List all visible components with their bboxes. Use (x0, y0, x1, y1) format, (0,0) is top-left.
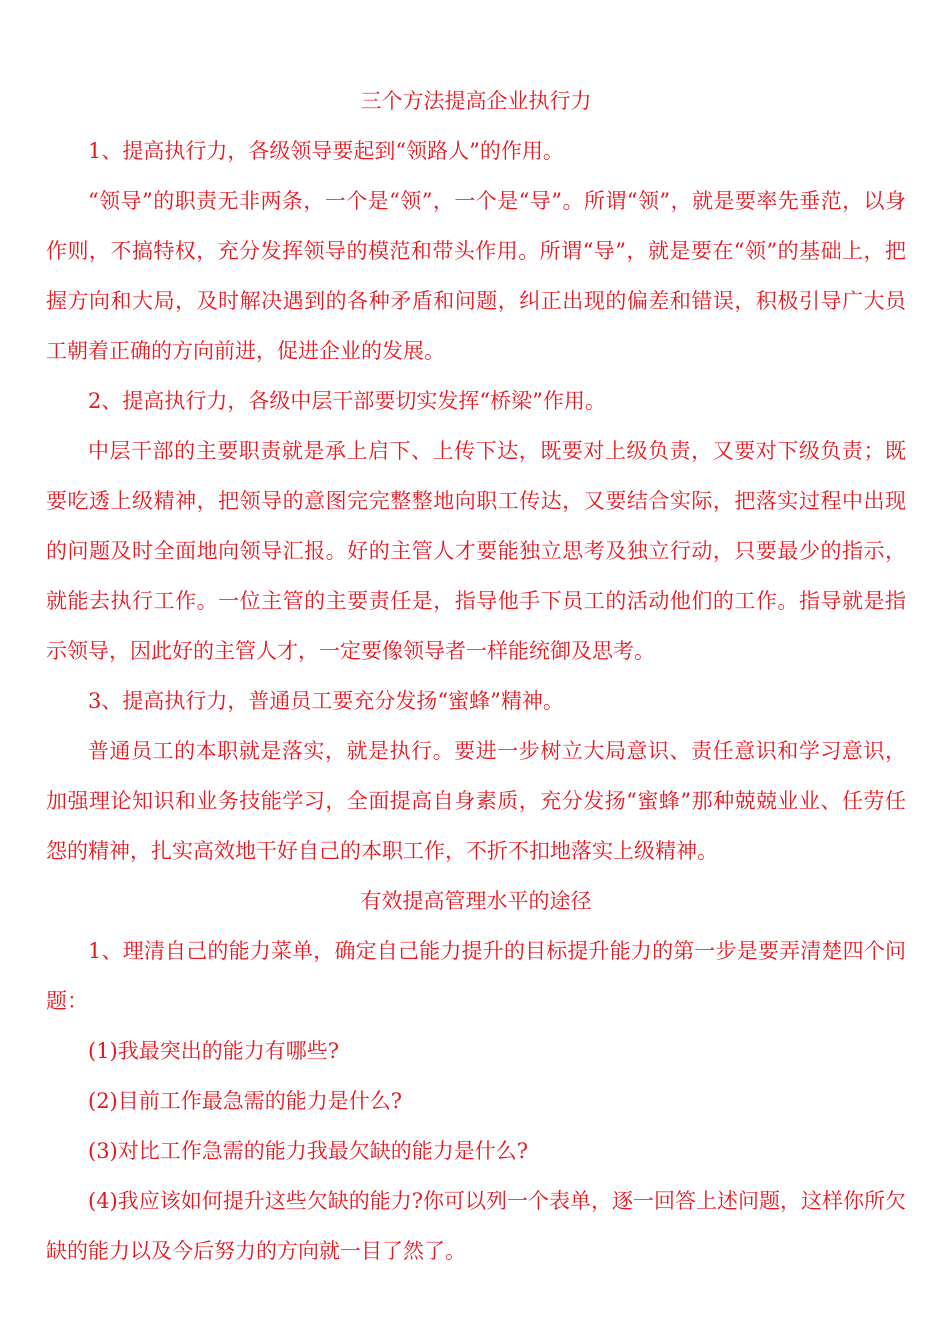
section-1-title: 三个方法提高企业执行力 (360, 89, 592, 113)
section-1-paragraph-5: 3、提高执行力，普通员工要充分发扬“蜜蜂”精神。 (88, 689, 564, 713)
section-2-paragraph-3: (2)目前工作最急需的能力是什么? (88, 1089, 403, 1113)
section-2-paragraph-1: 1、理清自己的能力菜单，确定自己能力提升的目标提升能力的第一步是要弄清楚四个问题： (46, 939, 906, 1013)
section-2-title: 有效提高管理水平的途径 (360, 889, 592, 913)
section-1-paragraph-1: 1、提高执行力，各级领导要起到“领路人”的作用。 (88, 139, 564, 163)
section-1-paragraph-4: 中层干部的主要职责就是承上启下、上传下达，既要对上级负责，又要对下级负责；既要吃透上级精神，把领导的意图完完整整地向职工传达，又要结合实际，把落实过程中出现的问题及时全面地向领导汇报。好的主管人才要能独立思考及独立行动，只要最少的指示，就能去执行工作。一位主管的主要责任是，指导他手下员工的活动他们的工作。指导就是指示领导，因此好的主管人才，一定要像领导者一样能统御及思考。 (46, 439, 906, 663)
section-1-paragraph-3: 2、提高执行力，各级中层干部要切实发挥“桥梁”作用。 (88, 389, 606, 413)
section-1-paragraph-6: 普通员工的本职就是落实，就是执行。要进一步树立大局意识、责任意识和学习意识，加强理论知识和业务技能学习，全面提高自身素质，充分发扬“蜜蜂”那种兢兢业业、任劳任怨的精神，扎实高效地干好自己的本职工作，不折不扣地落实上级精神。 (46, 739, 906, 863)
section-2-paragraph-2: (1)我最突出的能力有哪些? (88, 1039, 340, 1063)
section-2-paragraph-5: (4)我应该如何提升这些欠缺的能力?你可以列一个表单，逐一回答上述问题，这样你所欠缺的能力以及今后努力的方向就一目了然了。 (46, 1189, 907, 1263)
section-1-paragraph-2: “领导”的职责无非两条，一个是“领”，一个是“导”。所谓“领”，就是要率先垂范，以身作则，不搞特权，充分发挥领导的模范和带头作用。所谓“导”，就是要在“领”的基础上，把握方向和大局，及时解决遇到的各种矛盾和问题，纠正出现的偏差和错误，积极引导广大员工朝着正确的方向前进，促进企业的发展。 (46, 189, 906, 363)
document-page (46, 76, 906, 1276)
section-2-paragraph-4: (3)对比工作急需的能力我最欠缺的能力是什么? (88, 1139, 529, 1163)
